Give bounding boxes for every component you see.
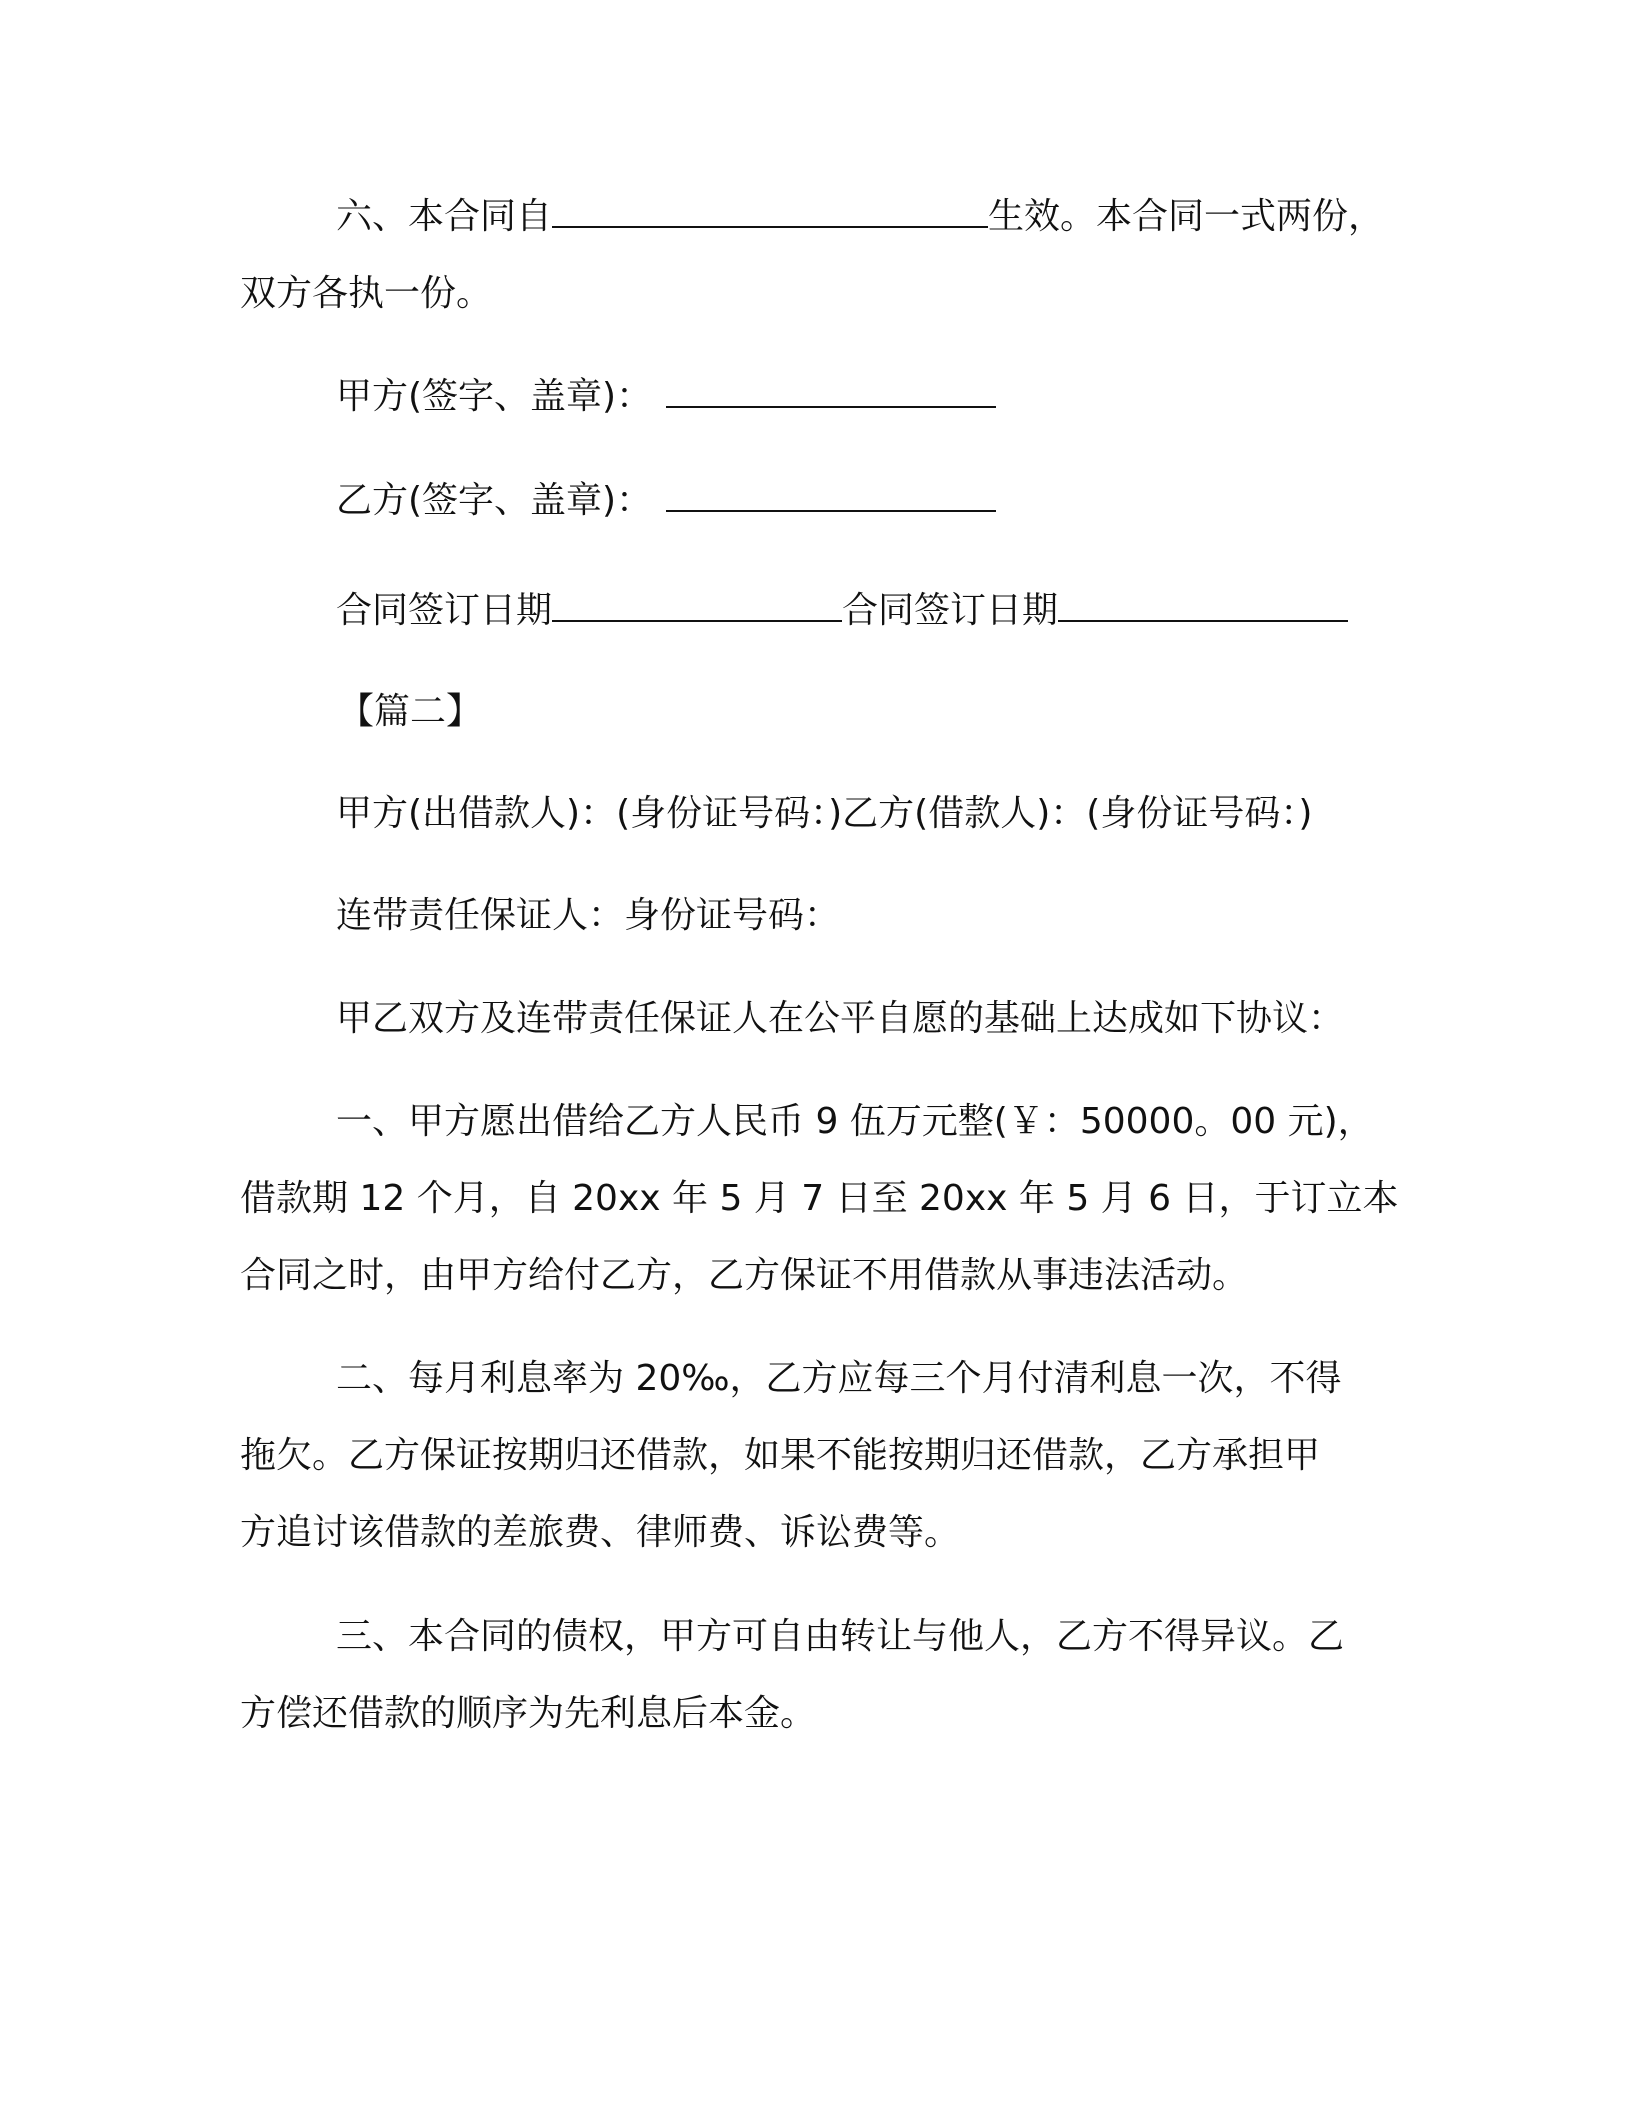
signing-date-blank-b — [1058, 580, 1348, 622]
clause1-paragraph — [240, 1083, 1399, 1314]
clause1-line: 借款期 12 个月，自 20xx 年 5 月 7 日至 20xx 年 5 月 6 日，于订立本 — [240, 1178, 1399, 1219]
party-a-signature-label: 甲方(签字、盖章)： — [336, 376, 653, 417]
party-a-signature-line — [240, 358, 1392, 435]
clause1-line: 合同之时，由甲方给付乙方，乙方保证不用借款从事违法活动。 — [240, 1255, 1249, 1296]
signing-date-label-b: 合同签订日期 — [842, 590, 1059, 631]
clause6-continuation: 双方各执一份。 — [240, 273, 493, 314]
parties-line: 甲方(出借款人)：(身份证号码：)乙方(借款人)：(身份证号码：) — [336, 793, 1313, 834]
clause6-paragraph — [240, 178, 1392, 255]
signing-date-label-a: 合同签订日期 — [336, 590, 553, 631]
clause3-line: 三、本合同的债权，甲方可自由转让与他人，乙方不得异议。乙 — [336, 1616, 1345, 1657]
clause6-text-end: 生效。本合同一式两份， — [988, 196, 1385, 237]
party-b-signature-line — [240, 462, 1392, 539]
signing-date-line — [240, 572, 1392, 649]
clause2-line: 方追讨该借款的差旅费、律师费、诉讼费等。 — [240, 1512, 961, 1553]
clause3-paragraph — [240, 1598, 1392, 1752]
party-b-signature-blank — [666, 470, 996, 512]
guarantor-line: 连带责任保证人：身份证号码： — [336, 895, 841, 936]
effective-date-blank — [552, 186, 988, 228]
party-b-signature-label: 乙方(签字、盖章)： — [336, 480, 653, 521]
clause2-line: 拖欠。乙方保证按期归还借款，如果不能按期归还借款，乙方承担甲 — [240, 1435, 1321, 1476]
clause1-line: 一、甲方愿出借给乙方人民币 9 伍万元整(￥：50000。00 元)， — [336, 1101, 1374, 1142]
clause2-paragraph — [240, 1340, 1392, 1571]
party-a-signature-blank — [666, 366, 996, 408]
clause6-text-start: 六、本合同自 — [336, 196, 553, 237]
clause2-line: 二、每月利息率为 20‰，乙方应每三个月付清利息一次，不得 — [336, 1358, 1342, 1399]
agreement-intro: 甲乙双方及连带责任保证人在公平自愿的基础上达成如下协议： — [336, 998, 1345, 1039]
clause3-line: 方偿还借款的顺序为先利息后本金。 — [240, 1693, 817, 1734]
section-heading: 【篇二】 — [338, 691, 483, 732]
signing-date-blank-a — [552, 580, 842, 622]
